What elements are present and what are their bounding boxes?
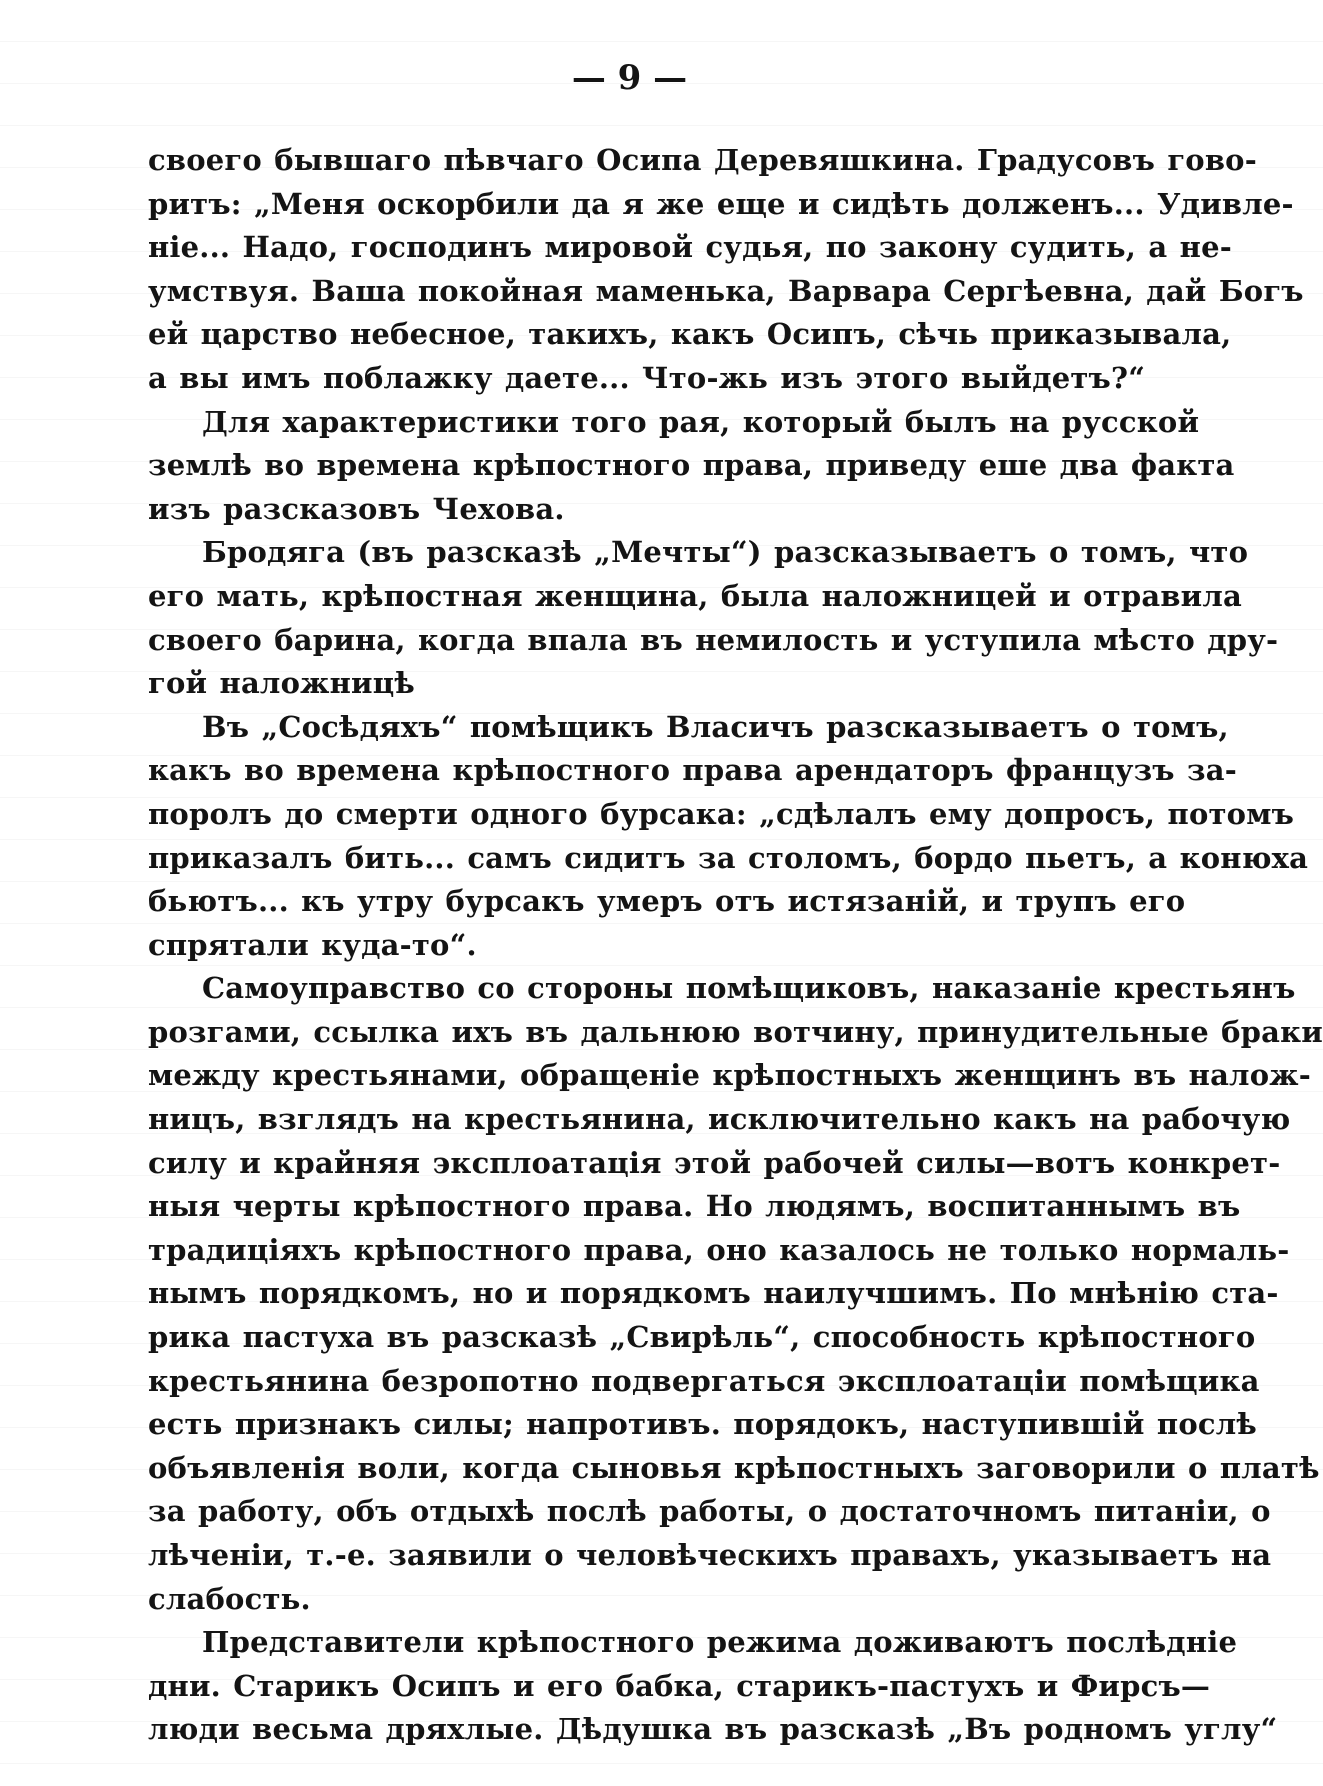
text-line: между крестьянами, обращенiе крѣпостныхъ женщинъ въ налож- [148, 1058, 1311, 1093]
text-line: крестьянина безропотно подвергаться эксплоатацiи помѣщика [148, 1363, 1260, 1398]
text-line: слабость. [148, 1581, 311, 1616]
paragraph [148, 967, 1323, 1621]
text-line: силу и крайняя эксплоатацiя этой рабочей силы—вотъ конкрет- [148, 1145, 1281, 1180]
body-text [148, 139, 1323, 1752]
text-line: люди весьма дряхлые. Дѣдушка въ разсказѣ „Въ родномъ углу“ [148, 1712, 1278, 1747]
text-line: Представители крѣпостного режима доживаютъ послѣднiе [202, 1625, 1238, 1660]
text-line: его мать, крѣпостная женщина, была наложницей и отравила [148, 578, 1243, 613]
text-line: умствуя. Ваша покойная маменька, Варвара Сергѣевна, дай Богъ [148, 273, 1304, 308]
text-line: ницъ, взглядъ на крестьянина, исключительно какъ на рабочую [148, 1102, 1291, 1137]
text-line: ей царство небесное, такихъ, какъ Осипъ, сѣчь приказывала, [148, 317, 1232, 352]
text-line: поролъ до смерти одного бурсака: „сдѣлалъ ему допросъ, потомъ [148, 796, 1295, 831]
text-line: дни. Старикъ Осипъ и его бабка, старикъ-пастухъ и Фирсъ— [148, 1668, 1211, 1703]
text-line: приказалъ бить... самъ сидитъ за столомъ, бордо пьетъ, а конюха [148, 840, 1309, 875]
paragraph [148, 1621, 1278, 1752]
text-line: бьютъ... къ утру бурсакъ умеръ отъ истязанiй, и трупъ его [148, 884, 1186, 919]
text-line: за работу, объ отдыхѣ послѣ работы, о достаточномъ питанiи, о [148, 1494, 1271, 1529]
text-line: розгами, ссылка ихъ въ дальнюю вотчину, принудительные браки [148, 1014, 1323, 1049]
text-line: нiе... Надо, господинъ мировой судья, по закону судить, а не- [148, 230, 1232, 265]
text-line: спрятали куда-то“. [148, 927, 477, 962]
text-line: лѣченiи, т.-е. заявили о человѣческихъ правахъ, указываетъ на [148, 1538, 1272, 1572]
text-line: нымъ порядкомъ, но и порядкомъ наилучшимъ. По мнѣнiю ста- [148, 1276, 1279, 1311]
text-line: Самоуправство со стороны помѣщиковъ, наказанiе крестьянъ [202, 971, 1296, 1006]
text-line: своего барина, когда впала въ немилость и уступила мѣсто дру- [148, 622, 1279, 657]
text-line: ныя черты крѣпостного права. Но людямъ, воспитаннымъ въ [148, 1189, 1241, 1224]
text-line: традицiяхъ крѣпостного права, оно казалось не только нормаль- [148, 1232, 1290, 1267]
paragraph [148, 531, 1279, 705]
text-line: ритъ: „Меня оскорбили да я же еще и сидѣть долженъ... Удивле- [148, 186, 1294, 221]
text-line: какъ во времена крѣпостного права арендаторъ французъ за- [148, 753, 1237, 788]
paragraph [148, 706, 1309, 968]
page-number: — 9 — [571, 58, 688, 98]
text-line: рика пастуха въ разсказѣ „Свирѣль“, способность крѣпостного [148, 1320, 1256, 1355]
text-line: землѣ во времена крѣпостного права, приведу еше два факта [148, 448, 1235, 483]
text-line: изъ разсказовъ Чехова. [148, 491, 565, 526]
text-line: Въ „Сосѣдяхъ“ помѣщикъ Власичъ разсказываетъ о томъ, [202, 709, 1229, 744]
text-line: Для характеристики того рая, который былъ на русской [202, 404, 1200, 439]
paragraph [148, 139, 1304, 401]
text-line: а вы имъ поблажку даете... Что-жь изъ этого выйдетъ?“ [148, 360, 1146, 395]
paragraph [148, 401, 1235, 532]
text-line: Бродяга (въ разсказѣ „Мечты“) разсказываетъ о томъ, что [202, 535, 1249, 570]
text-line: гой наложницѣ [148, 666, 415, 701]
text-line: своего бывшаго пѣвчаго Осипа Деревяшкина. Градусовъ гово- [148, 143, 1257, 177]
text-line: объявленiя воли, когда сыновья крѣпостныхъ заговорили о платѣ [148, 1450, 1320, 1485]
text-line: есть признакъ силы; напротивъ. порядокъ, наступившiй послѣ [148, 1407, 1257, 1442]
